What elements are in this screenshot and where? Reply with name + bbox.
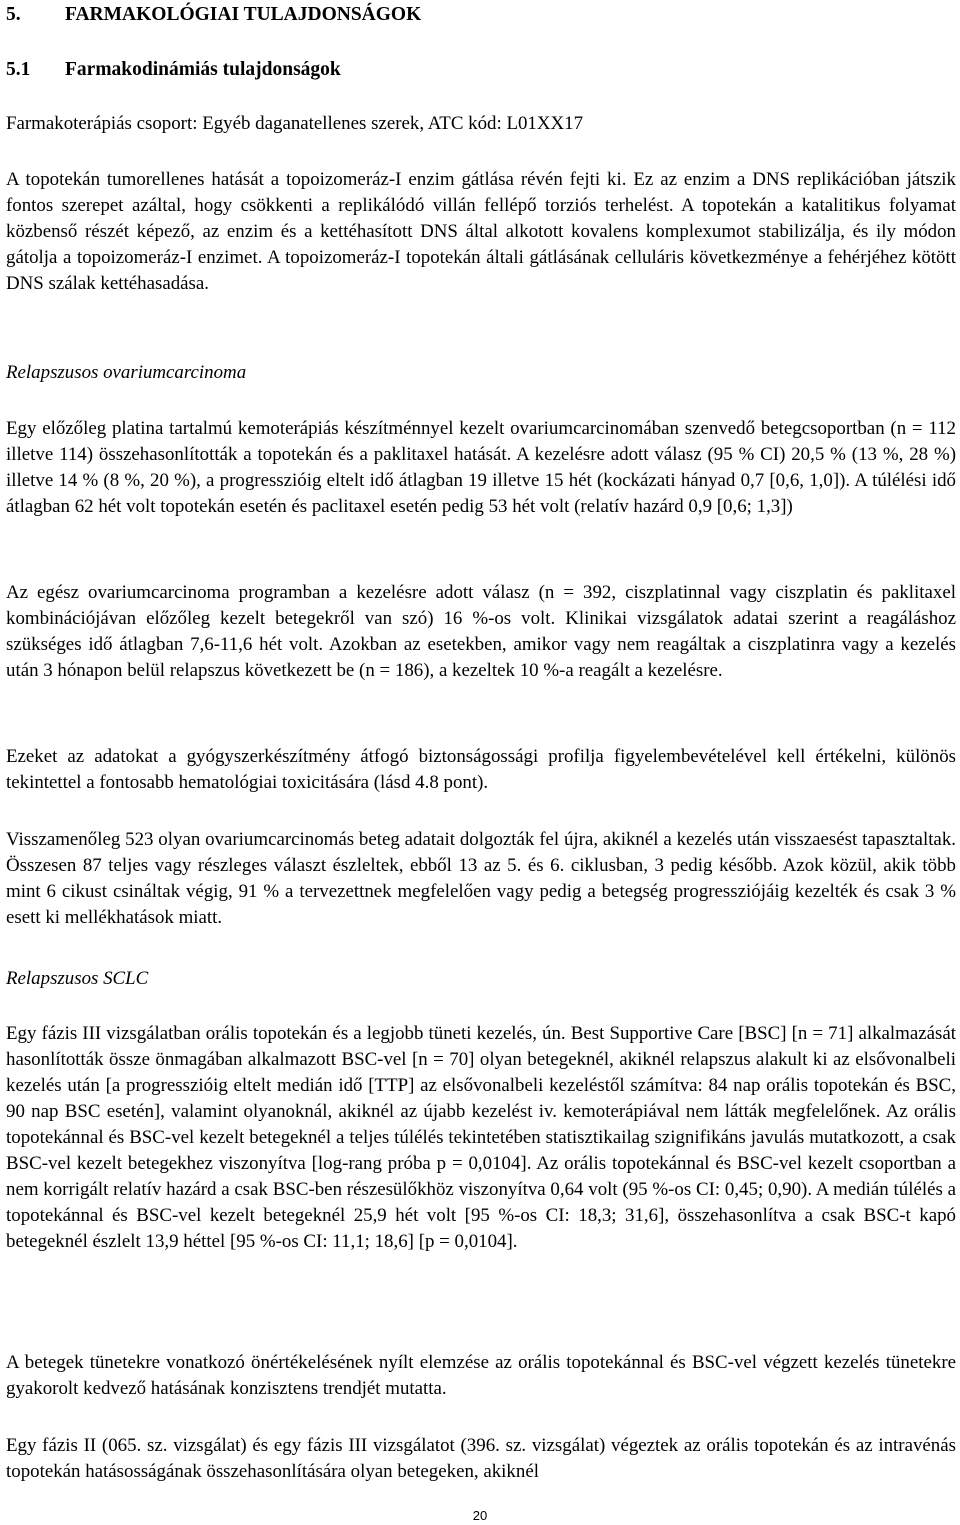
sclc-paragraph-3: Egy fázis II (065. sz. vizsgálat) és egy fázis III vizsgálatot (396. sz. vizsgálat) végeztek az orális topotekán és az intravénás topotekán hatásosságának összehasonlítására olyan betegeken, akiknél [6,1435,956,1482]
section-number: 5. [6,4,21,25]
page-number: 20 [472,1508,488,1523]
subsection-heading [6,57,341,83]
ovarian-paragraph-4: Visszamenőleg 523 olyan ovariumcarcinomás beteg adatait dolgozták fel újra, akiknél a kezelés után visszaesést tapasztaltak. Összesen 87 teljes vagy részleges választ észleltek, ebből 13 az 5. és 6. ciklusban, 3 pedig később. Azok közül, akik több mint 6 cikust csináltak végig, 91 % a tervezettnek megfelelően vagy pedig a betegség progressziójáig kezelték és csak 3 % esett ki mellékhatások miatt. [6,829,956,928]
sclc-paragraph-2: A betegek tünetekre vonatkozó önértékelésének nyílt elemzése az orális topotekánnal és BSC-vel végzett kezelés tünetekre gyakorolt kedvező hatásának konzisztens trendjét mutatta. [6,1352,956,1399]
ovarian-paragraph-2: Az egész ovariumcarcinoma programban a kezelésre adott válasz (n = 392, ciszplatinnal vagy ciszplatin és paklitaxel kombinációjávan előzőleg kezelt betegekről van szó) 16 %-os volt. Klinikai vizsgálatok adatai szerint a reagáláshoz szükséges idő átlagban 7,6-11,6 hét volt. Azokban az esetekben, amikor vagy nem reagáltak a ciszplatinra vagy a kezelés után 3 hónapon belül relapszus következett be (n = 186), a kezeltek 10 %-a reagált a kezelésre. [6,582,956,681]
section-heading [6,2,421,28]
ovarian-paragraph-1: Egy előzőleg platina tartalmú kemoterápiás készítménnyel kezelt ovariumcarcinomában szenvedő betegcsoportban (n = 112 illetve 114) összehasonlították a topotekán és a paklitaxel hatását. A kezelésre adott válasz (95 % CI) 20,5 % (13 %, 28 %) illetve 14 % (8 %, 20 %), a progresszióig eltelt idő átlagban 19 illetve 15 hét (kockázati hányad 0,7 [0,6, 1,0]). A túlélési idő átlagban 62 hét volt topotekán esetén és paclitaxel esetén pedig 53 hét volt (relatív hazárd 0,9 [0,6; 1,3]) [6,418,956,517]
sclc-subheading: Relapszusos SCLC [6,968,149,989]
ovarian-subheading: Relapszusos ovariumcarcinoma [6,362,247,383]
ovarian-paragraph-3: Ezeket az adatokat a gyógyszerkészítmény átfogó biztonságossági profilja figyelembevételével kell értékelni, különös tekintettel a fontosabb hematológiai toxicitására (lásd 4.8 pont). [6,746,956,793]
subsection-title: Farmakodinámiás tulajdonságok [65,59,341,80]
section-title: FARMAKOLÓGIAI TULAJDONSÁGOK [65,4,422,25]
subsection-number: 5.1 [6,59,31,80]
therapeutic-group-paragraph: Farmakoterápiás csoport: Egyéb daganatellenes szerek, ATC kód: L01XX17 [6,113,584,134]
mechanism-paragraph: A topotekán tumorellenes hatását a topoizomeráz-I enzim gátlása révén fejti ki. Ez az enzim a DNS replikációban játszik fontos szerepet azáltal, hogy csökkenti a replikálódó villán fellépő torziós terhelést. A topotekán a katalitikus folyamat közbenső részét képező, az enzim és a kettéhasított DNS által alkotott kovalens komplexumot stabilizálja, és ily módon gátolja a topoizomeráz-I enzimet. A topoizomeráz-I topotekán általi gátlásának celluláris következménye a fehérjéhez kötött DNS szálak kettéhasadása. [6,169,956,294]
sclc-paragraph-1: Egy fázis III vizsgálatban orális topotekán és a legjobb tüneti kezelés, ún. Best Supportive Care [BSC] [n = 71] alkalmazását hasonlították össze önmagában alkalmazott BSC-vel [n = 70] olyan betegeknél, akiknél relapszus alakult ki az elsővonalbeli kezelés után [a progresszióig eltelt medián idő [TTP] az elsővonalbeli kezeléstől számítva: 84 nap orális topotekán és BSC, 90 nap BSC esetén], valamint olyanoknál, akiknél az újabb kezelést iv. kemoterápiával nem látták megfelelőnek. Az orális topotekánnal és BSC-vel kezelt betegeknél a teljes túlélés tekintetében statisztikailag szignifikáns javulás mutatkozott, a csak BSC-vel kezelt betegekhez viszonyítva [log-rang próba p = 0,0104]. Az orális topotekánnal és BSC-vel kezelt csoportban a nem korrigált relatív hazárd a csak BSC-ben részesülőkhöz viszonyítva 0,64 volt (95 %-os CI: 0,45; 0,90). A medián túlélés a topotekánnal és BSC-vel kezelt betegeknél 25,9 hét volt [95 %-os CI: 18,3; 31,6], összehasonlítva a csak BSC-t kapó betegeknél észlelt 13,9 héttel [95 %-os CI: 11,1; 18,6] [p = 0,0104]. [6,1023,956,1252]
